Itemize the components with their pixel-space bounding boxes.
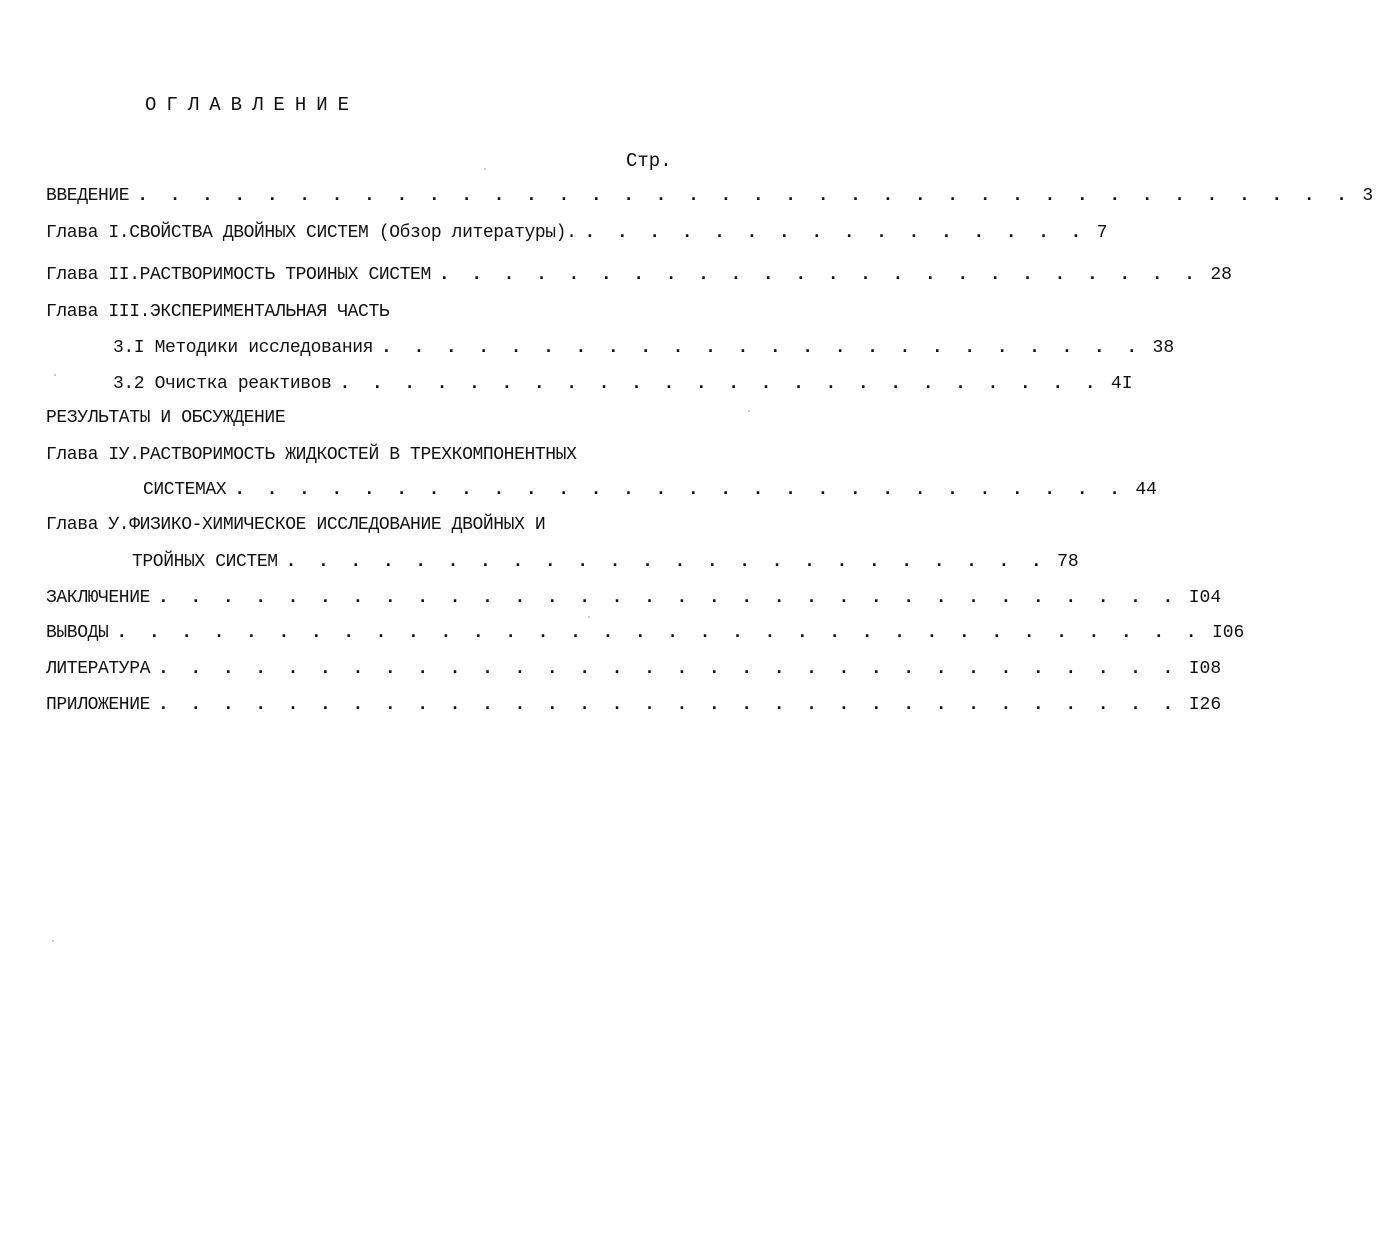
toc-entry-label: Глава III.ЭКСПЕРИМЕНТАЛЬНАЯ ЧАСТЬ [46,302,390,322]
toc-entry-label: ЗАКЛЮЧЕНИЕ [46,588,151,608]
dot-leader: . . . . . . . . . . . . . . . . . . . . . . . . . . . . . . . . . . [116,623,1202,643]
toc-entry-page: 3 [1362,186,1374,206]
toc-entry-section-3-1 [113,338,1175,358]
toc-entry-page: 78 [1057,552,1079,572]
toc-entry-references [46,659,1222,679]
toc-entry-page: 38 [1152,338,1175,358]
dot-leader: . . . . . . . . . . . . . . . . . . . . . . . . . . . . . . . . [158,659,1179,679]
toc-entry-page: 28 [1210,265,1232,285]
toc-entry-label: ПРИЛОЖЕНИЕ [46,695,151,715]
toc-entry-label: ТРОЙНЫХ СИСТЕМ [132,552,278,572]
dot-leader: . . . . . . . . . . . . . . . . . . . . . . . . . . . . [234,480,1126,500]
toc-entry-label: Глава I.СВОЙСТВА ДВОЙНЫХ СИСТЕМ (Обзор литературы). [46,223,577,243]
scan-speck [54,374,56,376]
toc-entry-chapter-5 [46,515,545,535]
toc-entry-label: Глава IУ.РАСТВОРИМОСТЬ ЖИДКОСТЕЙ В ТРЕХКОМПОНЕНТНЫХ [46,445,577,465]
toc-entry-conclusion [46,588,1222,608]
toc-entry-chapter-4 [46,445,577,465]
toc-entry-label: ВЫВОДЫ [46,623,109,643]
toc-entry-page: 7 [1096,223,1108,243]
dot-leader: . . . . . . . . . . . . . . . . . . . . . . . . . . . . . . . . [158,588,1179,608]
toc-entry-page: I04 [1188,588,1222,608]
dot-leader: . . . . . . . . . . . . . . . . . . . . . . . . [285,552,1048,572]
page-title: ОГЛАВЛЕНИЕ [145,94,360,116]
dot-leader: . . . . . . . . . . . . . . . . . . . . . . . . [339,374,1101,394]
dot-leader: . . . . . . . . . . . . . . . . . . . . . . . . [381,338,1143,358]
toc-entry-chapter-1 [46,223,1108,243]
toc-entry-label: ВВЕДЕНИЕ [46,186,130,206]
toc-entry-label: Глава У.ФИЗИКО-ХИМИЧЕСКОЕ ИССЛЕДОВАНИЕ ДВОЙНЫХ И [46,515,546,535]
toc-entry-chapter-4-continued [143,480,1157,500]
dot-leader: . . . . . . . . . . . . . . . . [584,223,1087,243]
toc-entry-chapter-5-continued [132,552,1079,572]
dot-leader: . . . . . . . . . . . . . . . . . . . . . . . . . . . . . . . . . . . . . . [137,186,1353,206]
scan-speck [748,410,750,412]
toc-entry-results [46,408,285,428]
scan-speck [484,168,486,170]
toc-entry-page: I26 [1188,695,1222,715]
toc-entry-label: ЛИТЕРАТУРА [46,659,151,679]
toc-entry-findings [46,623,1245,643]
toc-entry-chapter-2 [46,265,1232,285]
toc-entry-chapter-3 [46,302,389,322]
scan-speck [52,940,54,942]
toc-entry-label: РЕЗУЛЬТАТЫ И ОБСУЖДЕНИЕ [46,408,286,428]
toc-entry-label: 3.I Методики исследования [113,338,374,358]
toc-entry-section-3-2 [113,374,1133,394]
page-column-header: Стр. [626,150,672,172]
dot-leader: . . . . . . . . . . . . . . . . . . . . . . . . . . . . . . . . [158,695,1179,715]
toc-entry-label: 3.2 Очистка реактивов [113,374,332,394]
dot-leader: . . . . . . . . . . . . . . . . . . . . . . . . [438,265,1201,285]
toc-entry-page: I08 [1188,659,1222,679]
scan-speck [588,616,590,618]
toc-entry-page: I06 [1211,623,1245,643]
toc-entry-page: 44 [1135,480,1157,500]
toc-entry-label: Глава II.РАСТВОРИМОСТЬ ТРОИНЫХ СИСТЕМ [46,265,431,285]
toc-entry-introduction [46,186,1374,206]
toc-entry-label: СИСТЕМАХ [143,480,227,500]
toc-entry-page: 4I [1110,374,1133,394]
toc-entry-appendix [46,695,1222,715]
